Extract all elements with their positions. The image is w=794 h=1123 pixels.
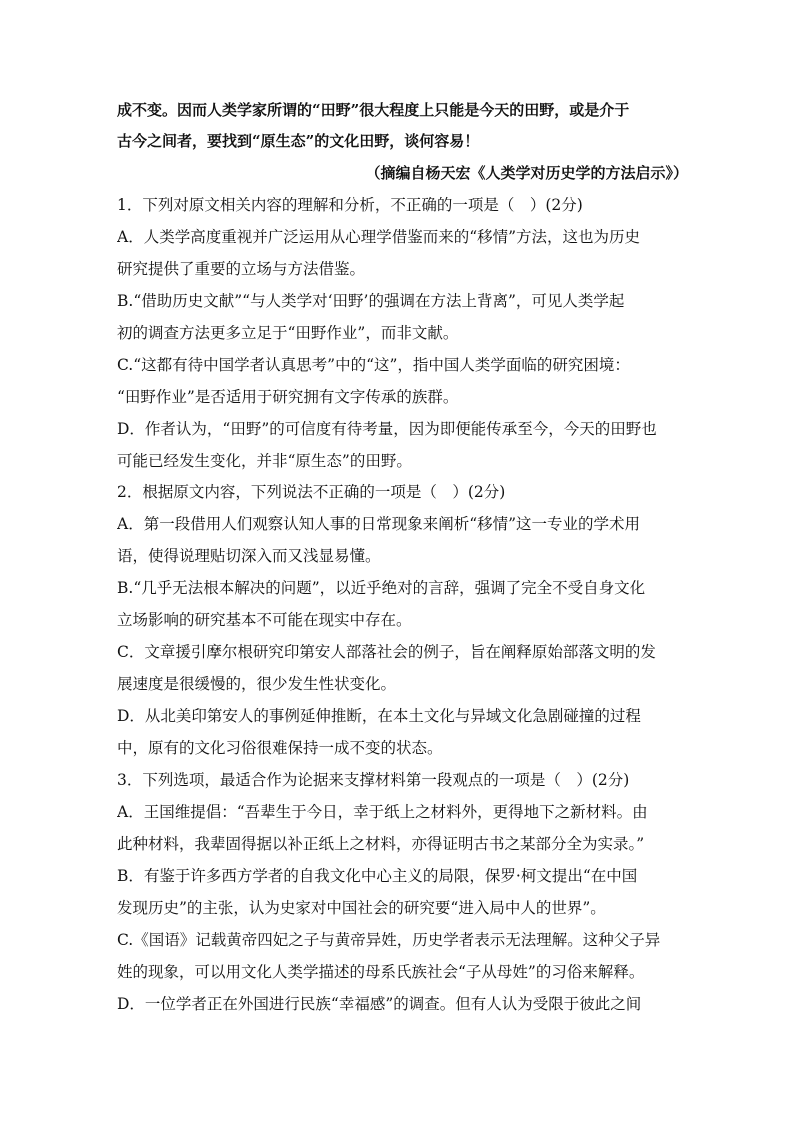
- q2-option-a-line-2: 语，使得说理贴切深入而又浅显易懂。: [117, 547, 381, 565]
- q1-option-b-line-1: B.“借助历史文献”“与人类学对‘田野’的强调在方法上背离”，可见人类学起: [117, 292, 625, 310]
- q3-option-b-line-2: 发现历史”的主张，认为史家对中国社会的研究要“进入局中人的世界”。: [117, 899, 606, 917]
- q1-option-a-line-2: 研究提供了重要的立场与方法借鉴。: [117, 260, 366, 278]
- question-3-stem: 3．下列选项，最适合作为论据来支撑材料第一段观点的一项是（ ）(2分): [117, 771, 630, 789]
- question-2-stem: 2．根据原文内容，下列说法不正确的一项是（ ）(2分): [117, 483, 506, 501]
- q2-option-c-line-2: 展速度是很缓慢的，很少发生性状变化。: [117, 675, 397, 693]
- q3-option-a-line-2: 此种材料，我辈固得据以补正纸上之材料，亦得证明古书之某部分全为实录。”: [117, 835, 645, 853]
- question-1-stem: 1．下列对原文相关内容的理解和分析，不正确的一项是（ ）(2分): [117, 196, 583, 214]
- q3-option-c-line-2: 姓的现象，可以用文化人类学描述的母系氏族社会“子从母姓”的习俗来解释。: [117, 963, 645, 981]
- q1-option-d-line-1: D．作者认为，“田野”的可信度有待考量，因为即便能传承至今，今天的田野也: [117, 420, 657, 438]
- q1-option-a-line-1: A．人类学高度重视并广泛运用从心理学借鉴而来的“移情”方法，这也为历史: [117, 228, 641, 246]
- q1-option-d-line-2: 可能已经发生变化，并非“原生态”的田野。: [117, 452, 412, 470]
- q2-option-a-line-1: A．第一段借用人们观察认知人事的日常现象来阐析“移情”这一专业的学术用: [117, 515, 641, 533]
- q2-option-b-line-2: 立场影响的研究基本不可能在现实中存在。: [117, 611, 412, 629]
- q3-option-b-line-1: B．有鉴于许多西方学者的自我文化中心主义的局限，保罗·柯文提出“在中国: [117, 867, 638, 885]
- passage-line-2: 古今之间者，要找到“原生态”的文化田野，谈何容易！: [117, 132, 480, 150]
- passage-source: （摘编自杨天宏《人类学对历史学的方法启示》）: [365, 164, 688, 182]
- q1-option-c-line-2: “田野作业”是否适用于研究拥有文字传承的族群。: [117, 388, 459, 406]
- passage-line-1: 成不变。因而人类学家所谓的“田野”很大程度上只能是今天的田野，或是介于: [117, 101, 630, 119]
- q1-option-c-line-1: C.“这都有待中国学者认真思考”中的“这”，指中国人类学面临的研究困境：: [117, 356, 630, 374]
- q3-option-c-line-1: C.《国语》记载黄帝四妃之子与黄帝异姓，历史学者表示无法理解。这种父子异: [117, 931, 661, 949]
- q2-option-d-line-1: D．从北美印第安人的事例延伸推断，在本土文化与异域文化急剧碰撞的过程: [117, 707, 641, 725]
- q2-option-c-line-1: C．文章援引摩尔根研究印第安人部落社会的例子，旨在阐释原始部落文明的发: [117, 643, 656, 661]
- q2-option-b-line-1: B.“几乎无法根本解决的问题”，以近乎绝对的言辞，强调了完全不受自身文化: [117, 579, 646, 597]
- q3-option-a-line-1: A．王国维提倡：“吾辈生于今日，幸于纸上之材料外，更得地下之新材料。由: [117, 803, 648, 821]
- q1-option-b-line-2: 初的调查方法更多立足于“田野作业”，而非文献。: [117, 324, 459, 342]
- q3-option-d-line-1: D．一位学者正在外国进行民族“幸福感”的调查。但有人认为受限于彼此之间: [117, 995, 642, 1013]
- q2-option-d-line-2: 中，原有的文化习俗很难保持一成不变的状态。: [117, 739, 443, 757]
